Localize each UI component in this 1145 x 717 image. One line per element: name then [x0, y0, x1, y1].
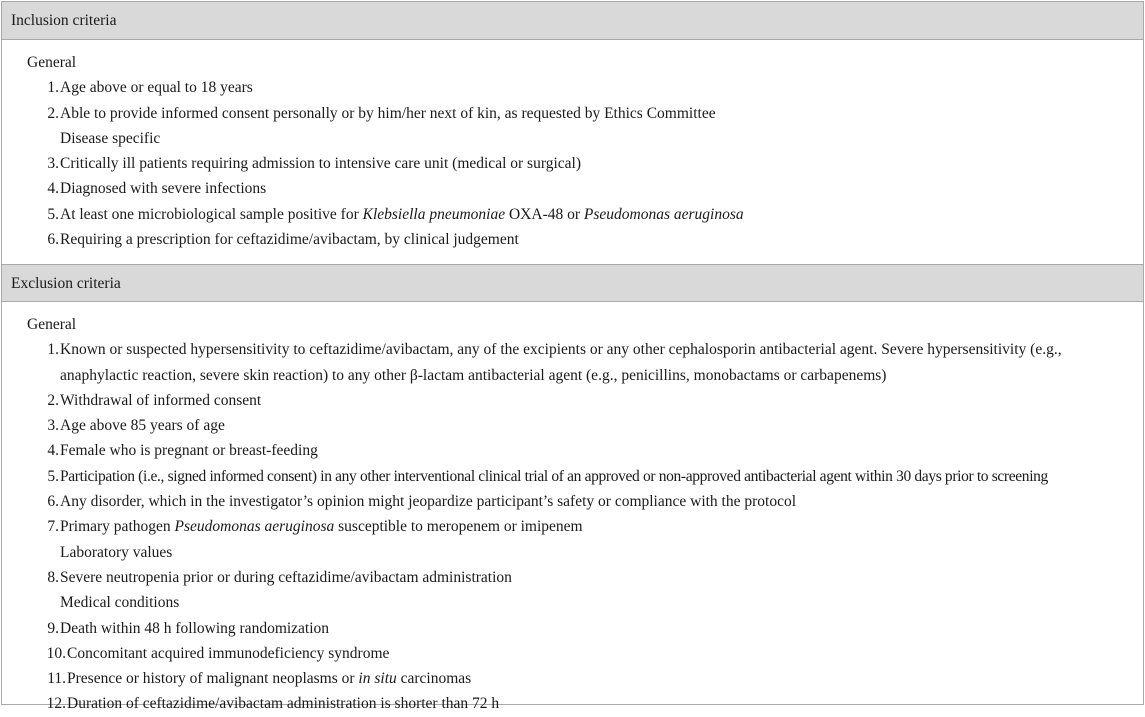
item-number: 8. — [47, 568, 59, 586]
exclusion-general-label: General — [27, 316, 77, 333]
inclusion-header: Inclusion criteria — [2, 2, 1143, 40]
item-number: 4. — [47, 442, 59, 460]
item-text-part: Presence or history of malignant neoplasms or — [67, 670, 359, 688]
item-number: 6. — [47, 493, 59, 511]
criteria-table — [1, 1, 1144, 713]
item-number: 3. — [47, 155, 59, 173]
latin-term: in situ — [358, 670, 397, 688]
item-text: Diagnosed with severe infections — [60, 180, 267, 198]
item-number: 12. — [46, 695, 66, 713]
item-text: Age above 85 years of age — [60, 417, 225, 435]
item-text — [60, 514, 1143, 539]
inclusion-disease-specific-label: Disease specific — [60, 129, 161, 147]
exclusion-medical-conditions-label: Medical conditions — [60, 594, 180, 612]
exclusion-item — [2, 641, 1143, 666]
item-number: 5. — [47, 467, 59, 485]
exclusion-item — [2, 388, 1143, 413]
item-text: Participation (i.e., signed informed consent) in any other interventional clinical trial of an approved or non-approved antibacterial agent within 30 days prior to screening — [60, 467, 1048, 485]
organism-name: Pseudomonas aeruginosa — [174, 518, 335, 536]
item-text-part: carcinomas — [396, 670, 472, 688]
exclusion-item — [2, 438, 1143, 463]
item-number: 2. — [47, 391, 59, 409]
item-text: Concomitant acquired immunodeficiency syndrome — [67, 644, 390, 662]
item-text-part: OXA-48 or — [505, 205, 584, 223]
item-number: 4. — [47, 180, 59, 198]
item-number: 1. — [47, 341, 59, 359]
inclusion-item — [2, 75, 1143, 100]
item-text: Requiring a prescription for ceftazidime/avibactam, by clinical judgement — [60, 231, 519, 249]
item-number: 11. — [47, 670, 66, 688]
exclusion-item — [2, 616, 1143, 641]
item-text-part: Primary pathogen — [60, 518, 175, 536]
item-number: 1. — [47, 79, 59, 97]
item-text: Female who is pregnant or breast-feeding — [60, 442, 318, 460]
inclusion-item — [2, 227, 1143, 252]
item-text: Duration of ceftazidime/avibactam administration is shorter than 72 h — [67, 695, 500, 713]
organism-name: Pseudomonas aeruginosa — [583, 205, 744, 223]
item-text: Age above or equal to 18 years — [60, 79, 253, 97]
item-text: Death within 48 h following randomization — [60, 619, 330, 637]
item-number: 7. — [47, 518, 59, 536]
exclusion-item — [2, 691, 1143, 716]
item-number: 9. — [47, 619, 59, 637]
exclusion-item — [2, 666, 1143, 691]
item-text-part: At least one microbiological sample positive for — [60, 205, 363, 223]
inclusion-body — [2, 40, 1143, 264]
item-text: Critically ill patients requiring admission to intensive care unit (medical or surgical) — [60, 155, 581, 173]
item-text-part: susceptible to meropenem or imipenem — [334, 518, 583, 536]
inclusion-general-label: General — [27, 54, 77, 71]
item-number: 10. — [46, 644, 66, 662]
exclusion-item — [2, 489, 1143, 514]
exclusion-laboratory-values-label: Laboratory values — [60, 543, 173, 561]
item-text: Withdrawal of informed consent — [60, 391, 262, 409]
item-text — [67, 666, 1143, 691]
inclusion-item — [2, 101, 1143, 126]
item-number: 6. — [47, 231, 59, 249]
item-text — [60, 202, 1143, 227]
inclusion-item — [2, 202, 1143, 227]
exclusion-item — [2, 514, 1143, 539]
organism-name: Klebsiella pneumoniae — [362, 205, 506, 223]
exclusion-item — [2, 464, 1143, 489]
exclusion-item — [2, 413, 1143, 438]
exclusion-header: Exclusion criteria — [2, 264, 1143, 302]
exclusion-item — [2, 337, 1143, 388]
item-number: 2. — [47, 104, 59, 122]
item-text: Any disorder, which in the investigator’s opinion might jeopardize participant’s safety or compliance with the protocol — [60, 493, 797, 511]
inclusion-item — [2, 176, 1143, 201]
exclusion-body — [2, 302, 1143, 717]
item-text: Able to provide informed consent personally or by him/her next of kin, as requested by Ethics Committee — [60, 104, 716, 122]
item-text: Known or suspected hypersensitivity to ceftazidime/avibactam, any of the excipients or any other cephalosporin antibacterial agent. Severe hypersensitivity (e.g., anaphylactic reaction, severe skin reaction) to any other β-lactam antibacterial agent (e.g., penicillins, monobactams or carbapenems) — [60, 341, 1062, 384]
item-number: 3. — [47, 417, 59, 435]
inclusion-item — [2, 151, 1143, 176]
exclusion-item — [2, 565, 1143, 590]
item-number: 5. — [47, 205, 59, 223]
item-text: Severe neutropenia prior or during ceftazidime/avibactam administration — [60, 568, 512, 586]
